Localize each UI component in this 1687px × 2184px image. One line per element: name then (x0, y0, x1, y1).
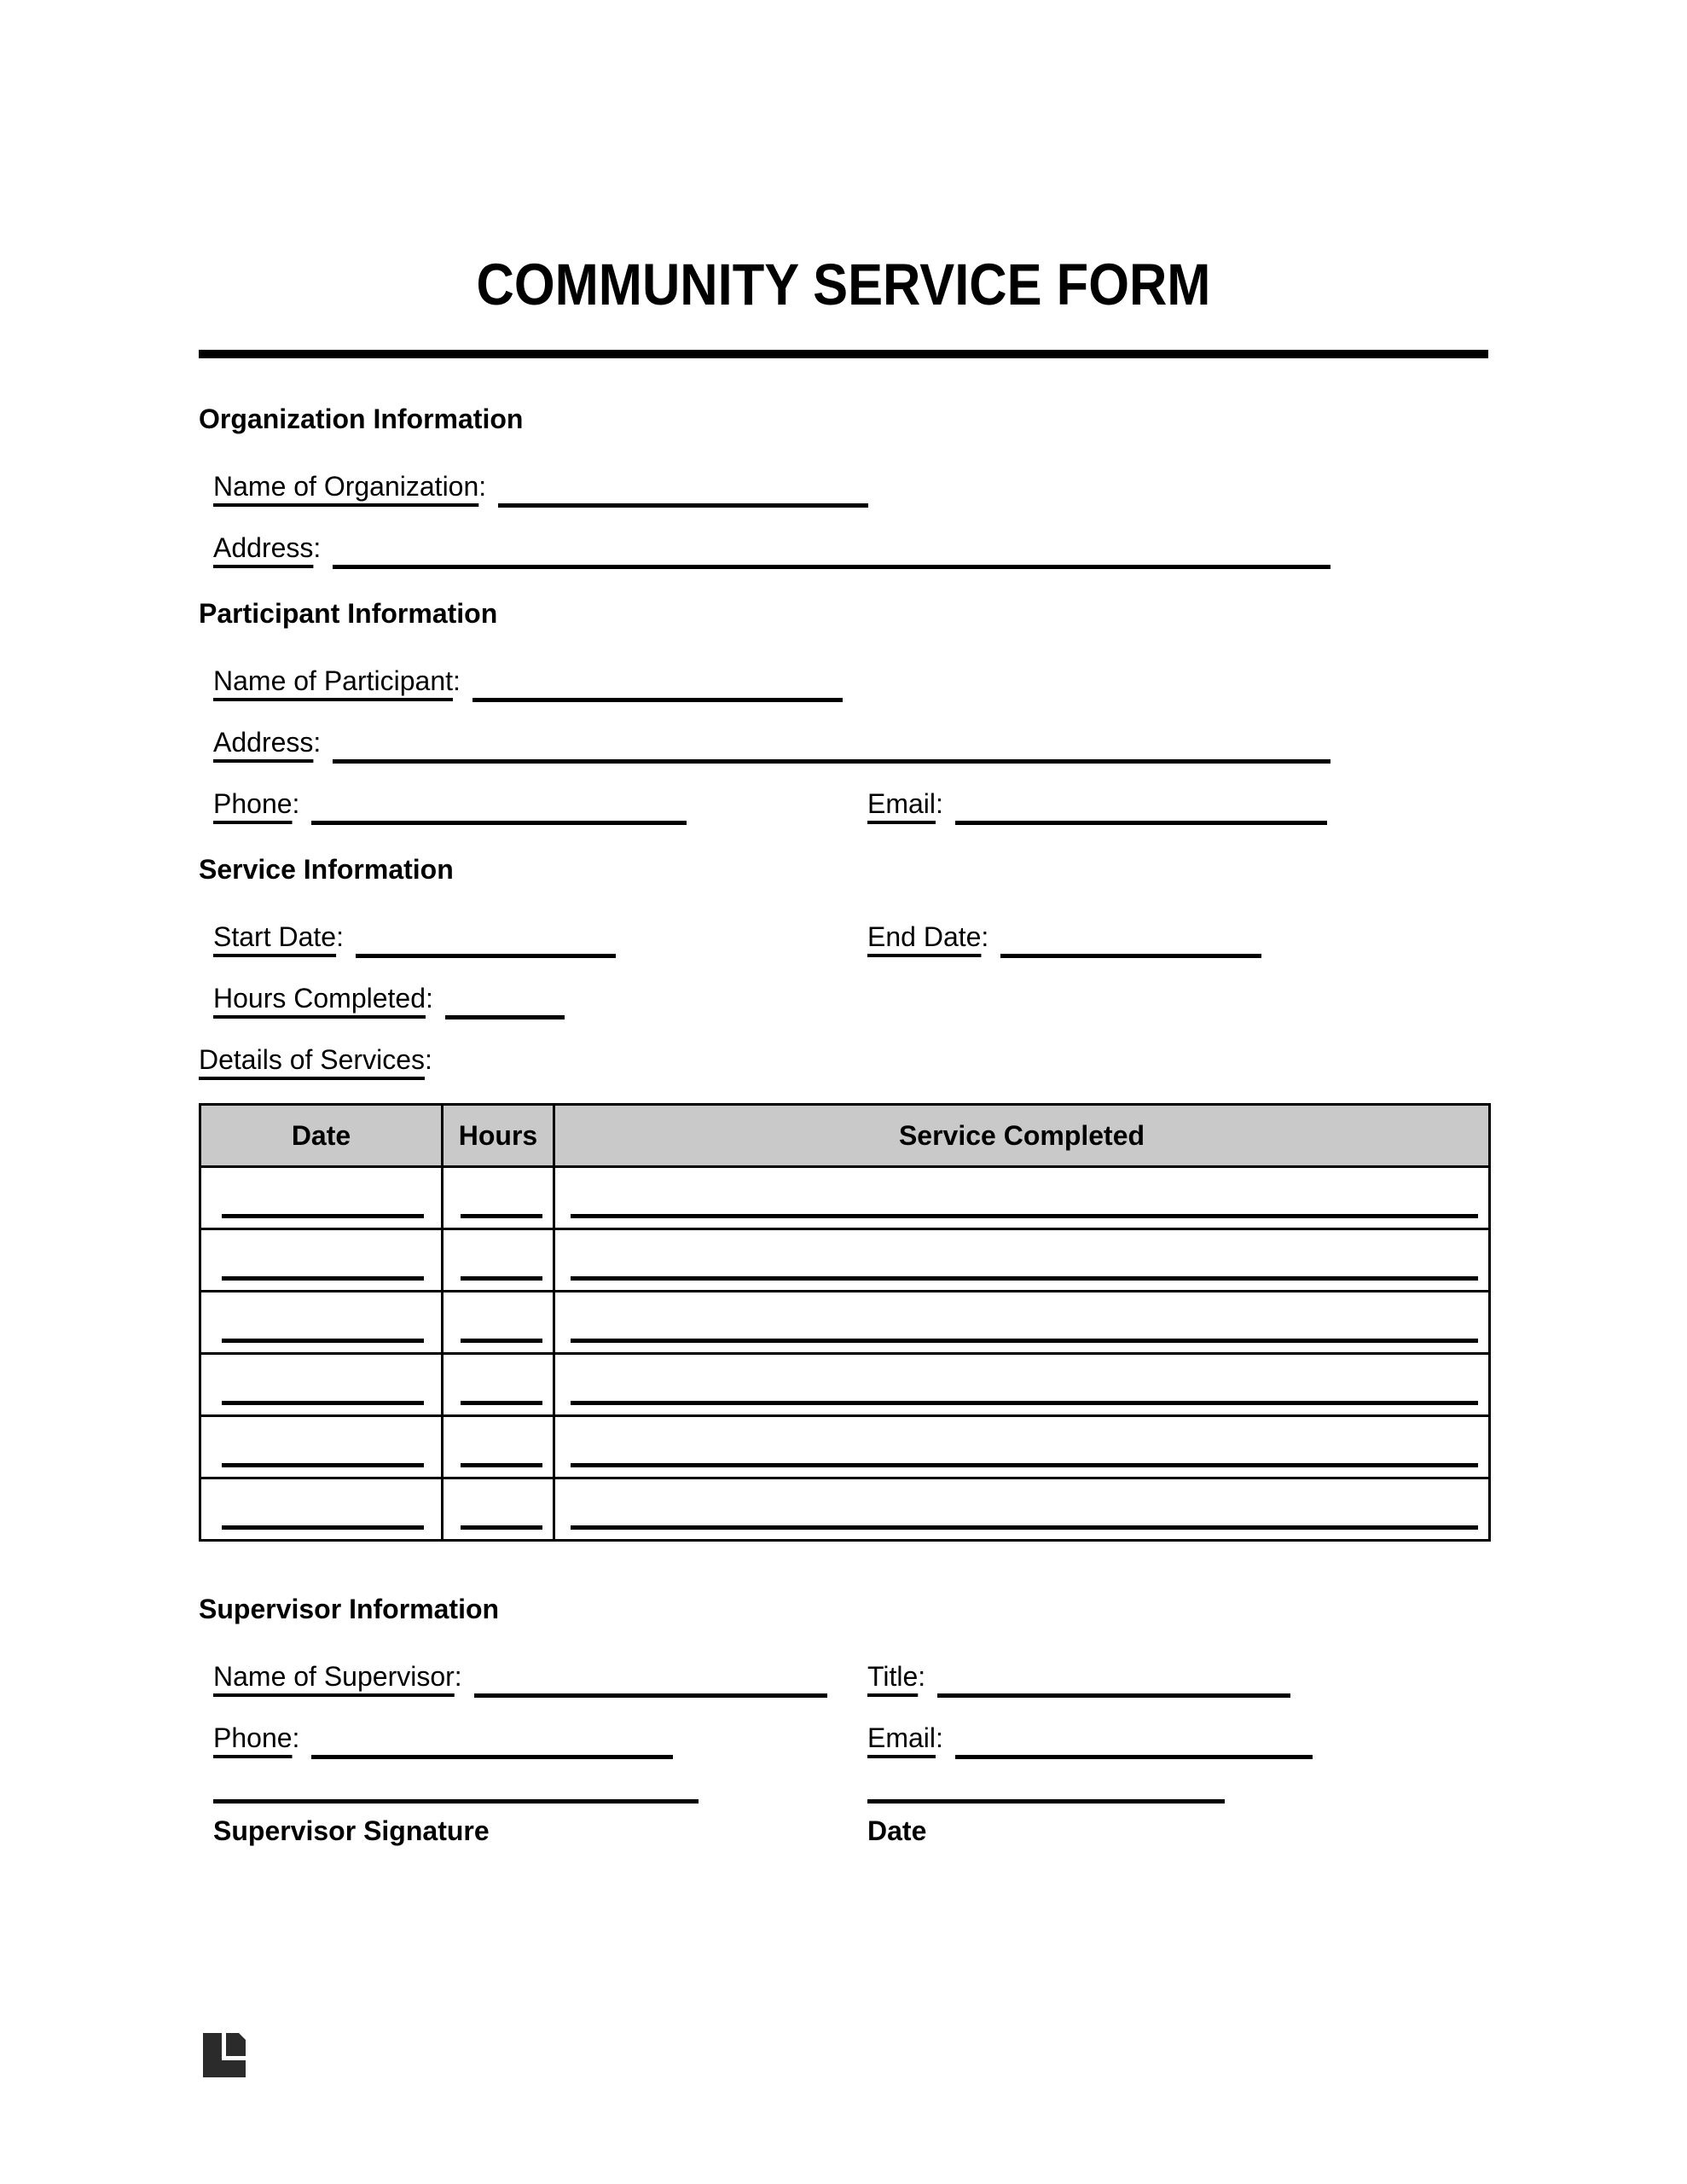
field-supervisor-phone (213, 1722, 673, 1753)
field-supervisor-phone-email (213, 1719, 1488, 1757)
supervisor-title-label: Title (867, 1661, 919, 1692)
organization-name-blank-line (498, 503, 868, 508)
label-colon: : (313, 727, 322, 758)
label-colon: : (336, 921, 344, 952)
blank-entry-line (461, 1214, 542, 1218)
field-supervisor-name (213, 1661, 827, 1692)
service-table-cell (554, 1167, 1490, 1229)
start-date-label: Start Date (213, 921, 337, 952)
supervisor-phone-label: Phone (213, 1722, 293, 1753)
service-table-cell (443, 1478, 554, 1541)
table-header-row (200, 1105, 1490, 1167)
service-table-cell (554, 1416, 1490, 1478)
field-service-dates (213, 918, 1488, 956)
signature-date-field (867, 1799, 1225, 1848)
blank-entry-line (571, 1463, 1478, 1467)
service-table-cell (200, 1292, 443, 1354)
organization-address-label: Address (213, 532, 314, 563)
field-participant-address (213, 723, 1488, 761)
service-table-row (200, 1167, 1490, 1229)
page-title: COMMUNITY SERVICE FORM (476, 252, 1211, 317)
service-table-cell (200, 1478, 443, 1541)
participant-name-blank-line (472, 698, 843, 702)
blank-entry-line (222, 1401, 424, 1405)
service-table-row (200, 1354, 1490, 1416)
service-table-row (200, 1478, 1490, 1541)
start-date-blank-line (356, 954, 616, 958)
label-colon: : (981, 921, 989, 952)
service-table-body (200, 1167, 1490, 1541)
blank-entry-line (461, 1276, 542, 1281)
blank-entry-line (571, 1525, 1478, 1530)
field-participant-phone-email (213, 785, 1488, 822)
participant-phone-label: Phone (213, 788, 293, 819)
blank-entry-line (461, 1463, 542, 1467)
blank-entry-line (222, 1276, 424, 1281)
blank-entry-line (222, 1214, 424, 1218)
field-start-date (213, 921, 616, 952)
label-colon: : (313, 532, 322, 563)
supervisor-phone-blank-line (311, 1755, 673, 1759)
field-supervisor-title (867, 1658, 1290, 1698)
field-details-of-services (199, 1041, 1488, 1078)
section-participant (199, 597, 1488, 822)
supervisor-signature-line (213, 1799, 699, 1804)
participant-heading: Participant Information (199, 598, 498, 629)
label-colon: : (424, 1044, 432, 1075)
participant-email-blank-line (955, 821, 1327, 825)
service-table-cell (443, 1167, 554, 1229)
service-table-cell (443, 1229, 554, 1292)
label-colon: : (453, 665, 461, 696)
signature-date-line (867, 1799, 1225, 1804)
service-table-cell (443, 1416, 554, 1478)
blank-entry-line (571, 1401, 1478, 1405)
service-table-row (200, 1416, 1490, 1478)
organization-address-blank-line (333, 565, 1330, 569)
organization-name-label: Name of Organization (213, 471, 479, 502)
service-heading: Service Information (199, 854, 454, 885)
participant-phone-blank-line (311, 821, 687, 825)
table-header-hours: Hours (443, 1105, 554, 1167)
section-service (199, 853, 1488, 1542)
hours-completed-label: Hours Completed (213, 983, 426, 1014)
blank-entry-line (222, 1525, 424, 1530)
signature-block (213, 1799, 1488, 1893)
supervisor-email-blank-line (955, 1755, 1313, 1759)
supervisor-email-label: Email (867, 1722, 936, 1753)
blank-entry-line (222, 1339, 424, 1343)
blank-entry-line (461, 1339, 542, 1343)
organization-heading: Organization Information (199, 404, 524, 434)
table-header-service-completed: Service Completed (554, 1105, 1490, 1167)
field-organization-name (213, 468, 1488, 505)
service-table-row (200, 1292, 1490, 1354)
field-participant-email (867, 785, 1327, 825)
service-table-cell (200, 1416, 443, 1478)
label-colon: : (426, 983, 433, 1014)
label-colon: : (454, 1661, 462, 1692)
label-colon: : (918, 1661, 926, 1692)
service-table-cell (554, 1478, 1490, 1541)
legal-templates-logo-icon (203, 2033, 246, 2077)
service-table-cell (200, 1354, 443, 1416)
label-colon: : (936, 1722, 943, 1753)
supervisor-title-blank-line (937, 1693, 1290, 1698)
service-table-cell (554, 1354, 1490, 1416)
supervisor-signature-field (213, 1799, 699, 1848)
field-hours-completed (213, 979, 1488, 1017)
supervisor-name-blank-line (474, 1693, 827, 1698)
service-table-cell (200, 1229, 443, 1292)
supervisor-name-label: Name of Supervisor (213, 1661, 455, 1692)
service-table-row (200, 1229, 1490, 1292)
title-rule (199, 350, 1488, 358)
participant-address-blank-line (333, 759, 1330, 764)
field-end-date (867, 918, 1261, 958)
service-details-table (199, 1103, 1491, 1542)
service-table-cell (443, 1354, 554, 1416)
service-table-cell (554, 1292, 1490, 1354)
field-participant-name (213, 662, 1488, 700)
section-supervisor (199, 1593, 1488, 1893)
field-supervisor-email (867, 1719, 1313, 1759)
blank-entry-line (461, 1401, 542, 1405)
field-supervisor-name-title (213, 1658, 1488, 1695)
blank-entry-line (571, 1276, 1478, 1281)
label-colon: : (478, 471, 487, 502)
table-header-date: Date (200, 1105, 443, 1167)
end-date-blank-line (1000, 954, 1261, 958)
service-table-cell (200, 1167, 443, 1229)
end-date-label: End Date (867, 921, 982, 952)
supervisor-heading: Supervisor Information (199, 1594, 500, 1624)
details-of-services-label: Details of Services (199, 1044, 425, 1075)
section-organization (199, 403, 1488, 566)
blank-entry-line (461, 1525, 542, 1530)
participant-address-label: Address (213, 727, 314, 758)
label-colon: : (936, 788, 943, 819)
blank-entry-line (571, 1214, 1478, 1218)
service-table-cell (554, 1229, 1490, 1292)
service-table-cell (443, 1292, 554, 1354)
supervisor-signature-caption: Supervisor Signature (213, 1815, 490, 1846)
field-organization-address (213, 529, 1488, 566)
participant-email-label: Email (867, 788, 936, 819)
label-colon: : (292, 788, 300, 819)
participant-name-label: Name of Participant (213, 665, 454, 696)
signature-date-caption: Date (867, 1815, 927, 1846)
hours-completed-blank-line (445, 1015, 565, 1019)
field-participant-phone (213, 788, 687, 819)
label-colon: : (292, 1722, 300, 1753)
blank-entry-line (571, 1339, 1478, 1343)
blank-entry-line (222, 1463, 424, 1467)
